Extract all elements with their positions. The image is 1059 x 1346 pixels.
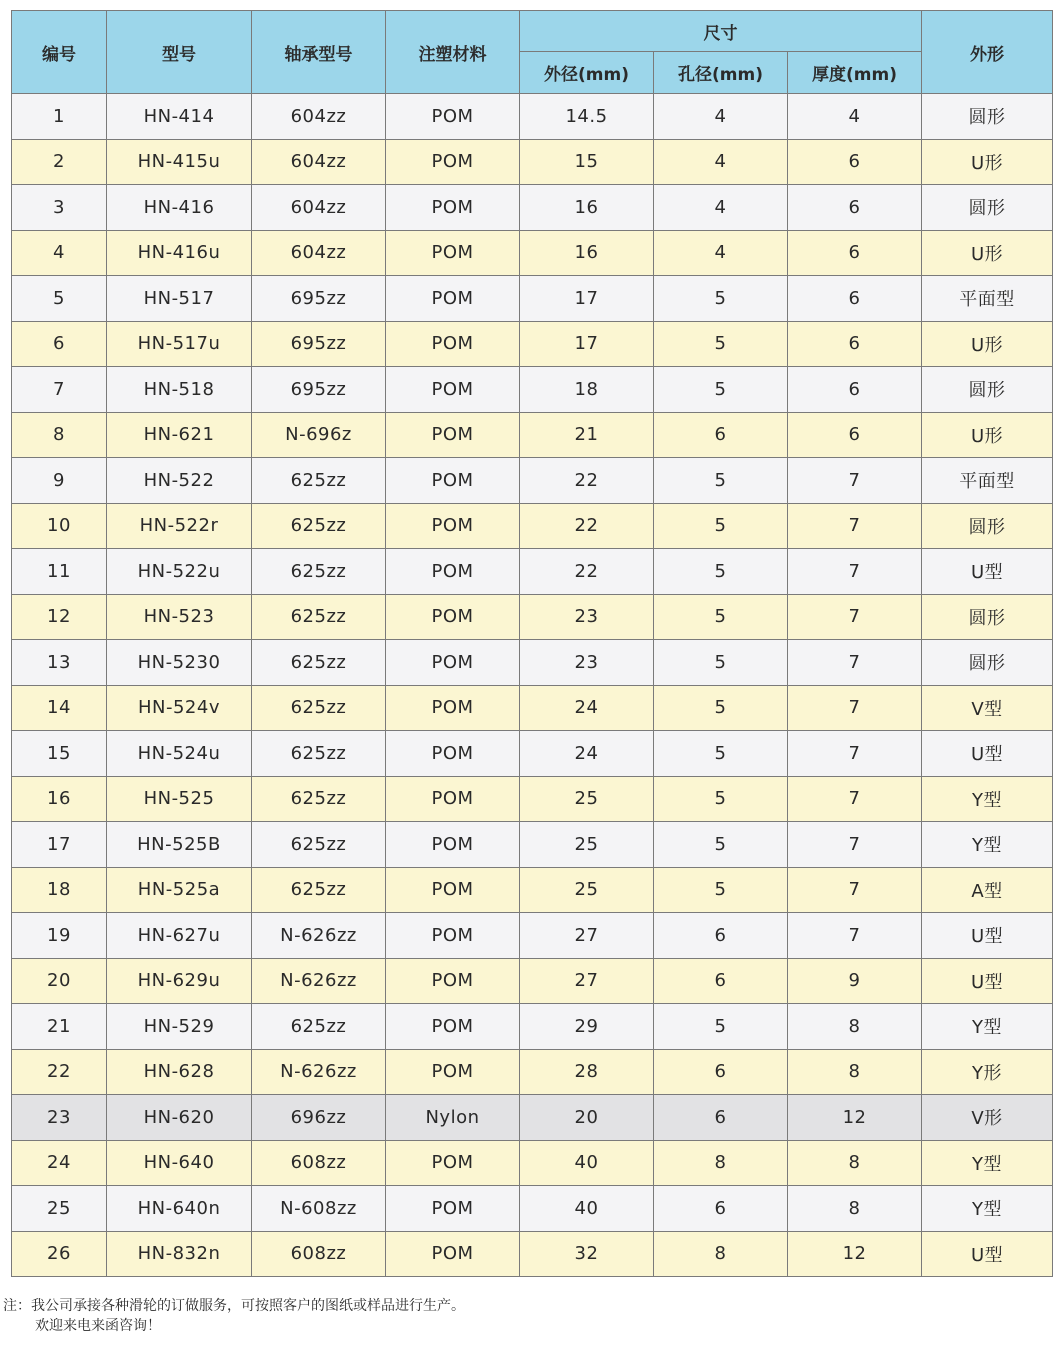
cell-thickness: 7 <box>788 685 922 731</box>
cell-material: POM <box>386 640 520 686</box>
cell-no: 4 <box>12 230 107 276</box>
cell-bore: 4 <box>654 185 788 231</box>
cell-od: 24 <box>520 685 654 731</box>
cell-model: HN-5230 <box>107 640 252 686</box>
cell-od: 16 <box>520 230 654 276</box>
cell-bearing: 695zz <box>252 321 386 367</box>
table-row <box>12 185 1053 231</box>
cell-material: POM <box>386 549 520 595</box>
cell-bearing: 625zz <box>252 867 386 913</box>
cell-od: 27 <box>520 913 654 959</box>
header-model: 型号 <box>107 11 252 94</box>
table-row <box>12 1004 1053 1050</box>
table-row <box>12 776 1053 822</box>
table-row <box>12 503 1053 549</box>
cell-od: 23 <box>520 594 654 640</box>
cell-shape: A型 <box>922 867 1053 913</box>
table-row <box>12 822 1053 868</box>
cell-shape: U形 <box>922 321 1053 367</box>
cell-model: HN-416 <box>107 185 252 231</box>
cell-thickness: 8 <box>788 1186 922 1232</box>
cell-shape: Y型 <box>922 1140 1053 1186</box>
cell-shape: U型 <box>922 913 1053 959</box>
cell-shape: U型 <box>922 549 1053 595</box>
cell-thickness: 4 <box>788 94 922 140</box>
header-material: 注塑材料 <box>386 11 520 94</box>
header-thickness: 厚度(mm) <box>788 52 922 94</box>
pulley-spec-table <box>11 10 1053 1277</box>
cell-material: POM <box>386 139 520 185</box>
cell-bearing: 625zz <box>252 822 386 868</box>
cell-od: 24 <box>520 731 654 777</box>
cell-shape: 平面型 <box>922 276 1053 322</box>
cell-od: 14.5 <box>520 94 654 140</box>
cell-bore: 5 <box>654 503 788 549</box>
cell-shape: 圆形 <box>922 503 1053 549</box>
cell-material: POM <box>386 1049 520 1095</box>
cell-bearing: 625zz <box>252 640 386 686</box>
cell-model: HN-524v <box>107 685 252 731</box>
cell-od: 29 <box>520 1004 654 1050</box>
cell-bore: 5 <box>654 685 788 731</box>
cell-thickness: 6 <box>788 367 922 413</box>
cell-material: POM <box>386 1186 520 1232</box>
table-row <box>12 867 1053 913</box>
cell-od: 25 <box>520 776 654 822</box>
table-row <box>12 367 1053 413</box>
cell-shape: U型 <box>922 958 1053 1004</box>
cell-od: 18 <box>520 367 654 413</box>
cell-material: POM <box>386 94 520 140</box>
cell-no: 23 <box>12 1095 107 1141</box>
cell-bore: 5 <box>654 731 788 777</box>
cell-bearing: 625zz <box>252 685 386 731</box>
cell-no: 22 <box>12 1049 107 1095</box>
cell-model: HN-522u <box>107 549 252 595</box>
cell-model: HN-529 <box>107 1004 252 1050</box>
header-bore: 孔径(mm) <box>654 52 788 94</box>
cell-thickness: 6 <box>788 139 922 185</box>
cell-thickness: 7 <box>788 549 922 595</box>
cell-od: 25 <box>520 822 654 868</box>
cell-bearing: 695zz <box>252 367 386 413</box>
table-row <box>12 549 1053 595</box>
cell-bore: 6 <box>654 1186 788 1232</box>
table-row <box>12 139 1053 185</box>
table-row <box>12 1049 1053 1095</box>
cell-no: 19 <box>12 913 107 959</box>
cell-no: 15 <box>12 731 107 777</box>
cell-material: POM <box>386 776 520 822</box>
cell-bore: 6 <box>654 1049 788 1095</box>
cell-shape: 圆形 <box>922 185 1053 231</box>
cell-shape: V型 <box>922 685 1053 731</box>
cell-material: POM <box>386 913 520 959</box>
cell-material: POM <box>386 230 520 276</box>
cell-material: Nylon <box>386 1095 520 1141</box>
cell-shape: 圆形 <box>922 94 1053 140</box>
cell-thickness: 7 <box>788 458 922 504</box>
cell-model: HN-416u <box>107 230 252 276</box>
cell-no: 12 <box>12 594 107 640</box>
cell-model: HN-522r <box>107 503 252 549</box>
cell-shape: 圆形 <box>922 594 1053 640</box>
cell-od: 15 <box>520 139 654 185</box>
cell-model: HN-621 <box>107 412 252 458</box>
cell-od: 21 <box>520 412 654 458</box>
cell-bearing: 604zz <box>252 139 386 185</box>
cell-no: 25 <box>12 1186 107 1232</box>
cell-bore: 5 <box>654 1004 788 1050</box>
table-row <box>12 913 1053 959</box>
cell-shape: U型 <box>922 1231 1053 1277</box>
cell-model: HN-628 <box>107 1049 252 1095</box>
table-row <box>12 1231 1053 1277</box>
cell-no: 13 <box>12 640 107 686</box>
cell-no: 14 <box>12 685 107 731</box>
cell-model: HN-640n <box>107 1186 252 1232</box>
table-row <box>12 958 1053 1004</box>
header-bearing: 轴承型号 <box>252 11 386 94</box>
cell-model: HN-640 <box>107 1140 252 1186</box>
cell-bearing: 625zz <box>252 594 386 640</box>
cell-thickness: 6 <box>788 321 922 367</box>
cell-bearing: N-626zz <box>252 913 386 959</box>
cell-shape: U形 <box>922 412 1053 458</box>
cell-od: 16 <box>520 185 654 231</box>
cell-material: POM <box>386 822 520 868</box>
cell-bearing: 604zz <box>252 94 386 140</box>
cell-bore: 8 <box>654 1140 788 1186</box>
cell-od: 27 <box>520 958 654 1004</box>
footer-note <box>3 1296 465 1336</box>
cell-bore: 5 <box>654 776 788 822</box>
cell-bore: 5 <box>654 549 788 595</box>
cell-thickness: 6 <box>788 230 922 276</box>
cell-thickness: 12 <box>788 1095 922 1141</box>
cell-model: HN-832n <box>107 1231 252 1277</box>
cell-bearing: 604zz <box>252 185 386 231</box>
cell-shape: Y型 <box>922 776 1053 822</box>
cell-model: HN-517u <box>107 321 252 367</box>
cell-no: 7 <box>12 367 107 413</box>
cell-thickness: 7 <box>788 503 922 549</box>
cell-material: POM <box>386 1231 520 1277</box>
cell-bore: 5 <box>654 640 788 686</box>
cell-material: POM <box>386 594 520 640</box>
cell-shape: 平面型 <box>922 458 1053 504</box>
cell-no: 17 <box>12 822 107 868</box>
cell-bearing: 625zz <box>252 458 386 504</box>
cell-model: HN-629u <box>107 958 252 1004</box>
cell-material: POM <box>386 458 520 504</box>
cell-thickness: 12 <box>788 1231 922 1277</box>
cell-shape: Y形 <box>922 1049 1053 1095</box>
cell-bearing: 625zz <box>252 731 386 777</box>
cell-thickness: 7 <box>788 640 922 686</box>
table-row <box>12 230 1053 276</box>
cell-model: HN-517 <box>107 276 252 322</box>
cell-bore: 4 <box>654 230 788 276</box>
cell-material: POM <box>386 321 520 367</box>
cell-shape: U形 <box>922 230 1053 276</box>
table-row <box>12 321 1053 367</box>
cell-shape: 圆形 <box>922 367 1053 413</box>
cell-no: 1 <box>12 94 107 140</box>
note-line-2: 欢迎来电来函咨询！ <box>35 1318 161 1334</box>
cell-material: POM <box>386 1004 520 1050</box>
table-header <box>12 11 1053 94</box>
table-row <box>12 458 1053 504</box>
cell-bore: 4 <box>654 94 788 140</box>
cell-material: POM <box>386 685 520 731</box>
cell-material: POM <box>386 1140 520 1186</box>
cell-no: 5 <box>12 276 107 322</box>
cell-shape: 圆形 <box>922 640 1053 686</box>
cell-bore: 5 <box>654 594 788 640</box>
table-body <box>12 94 1053 1277</box>
cell-material: POM <box>386 958 520 1004</box>
cell-no: 20 <box>12 958 107 1004</box>
header-od: 外径(mm) <box>520 52 654 94</box>
cell-material: POM <box>386 367 520 413</box>
cell-bearing: N-626zz <box>252 1049 386 1095</box>
cell-bore: 5 <box>654 321 788 367</box>
cell-shape: Y型 <box>922 1004 1053 1050</box>
cell-bearing: 696zz <box>252 1095 386 1141</box>
cell-od: 17 <box>520 321 654 367</box>
cell-model: HN-525a <box>107 867 252 913</box>
cell-model: HN-522 <box>107 458 252 504</box>
note-line-1: 注：我公司承接各种滑轮的订做服务，可按照客户的图纸或样品进行生产。 <box>3 1298 465 1314</box>
cell-od: 32 <box>520 1231 654 1277</box>
cell-bearing: 604zz <box>252 230 386 276</box>
cell-od: 20 <box>520 1095 654 1141</box>
cell-no: 6 <box>12 321 107 367</box>
cell-material: POM <box>386 731 520 777</box>
table-row <box>12 94 1053 140</box>
cell-no: 2 <box>12 139 107 185</box>
table-row <box>12 1186 1053 1232</box>
cell-no: 24 <box>12 1140 107 1186</box>
table-row <box>12 731 1053 777</box>
cell-model: HN-414 <box>107 94 252 140</box>
cell-material: POM <box>386 276 520 322</box>
table-row <box>12 640 1053 686</box>
cell-bearing: N-696z <box>252 412 386 458</box>
cell-material: POM <box>386 185 520 231</box>
cell-thickness: 7 <box>788 731 922 777</box>
cell-shape: Y型 <box>922 822 1053 868</box>
cell-model: HN-627u <box>107 913 252 959</box>
cell-od: 25 <box>520 867 654 913</box>
cell-bore: 5 <box>654 822 788 868</box>
cell-shape: U型 <box>922 731 1053 777</box>
cell-no: 11 <box>12 549 107 595</box>
cell-no: 8 <box>12 412 107 458</box>
cell-bearing: N-626zz <box>252 958 386 1004</box>
header-shape: 外形 <box>922 11 1053 94</box>
cell-shape: U形 <box>922 139 1053 185</box>
cell-bore: 8 <box>654 1231 788 1277</box>
cell-bore: 6 <box>654 412 788 458</box>
table-row <box>12 1140 1053 1186</box>
cell-bearing: 625zz <box>252 549 386 595</box>
cell-model: HN-525B <box>107 822 252 868</box>
cell-thickness: 7 <box>788 822 922 868</box>
cell-bearing: 625zz <box>252 776 386 822</box>
cell-model: HN-518 <box>107 367 252 413</box>
cell-model: HN-620 <box>107 1095 252 1141</box>
cell-no: 3 <box>12 185 107 231</box>
cell-shape: Y型 <box>922 1186 1053 1232</box>
cell-thickness: 6 <box>788 412 922 458</box>
cell-thickness: 7 <box>788 594 922 640</box>
cell-bore: 5 <box>654 367 788 413</box>
cell-material: POM <box>386 503 520 549</box>
cell-od: 17 <box>520 276 654 322</box>
header-no: 编号 <box>12 11 107 94</box>
table-row <box>12 276 1053 322</box>
cell-thickness: 8 <box>788 1049 922 1095</box>
cell-bore: 4 <box>654 139 788 185</box>
cell-od: 40 <box>520 1140 654 1186</box>
cell-bearing: 625zz <box>252 503 386 549</box>
cell-od: 22 <box>520 503 654 549</box>
cell-no: 18 <box>12 867 107 913</box>
cell-bore: 5 <box>654 458 788 504</box>
cell-bearing: 608zz <box>252 1140 386 1186</box>
cell-model: HN-524u <box>107 731 252 777</box>
cell-no: 9 <box>12 458 107 504</box>
cell-od: 23 <box>520 640 654 686</box>
cell-thickness: 6 <box>788 276 922 322</box>
cell-bore: 6 <box>654 1095 788 1141</box>
cell-bearing: 608zz <box>252 1231 386 1277</box>
cell-od: 28 <box>520 1049 654 1095</box>
cell-no: 26 <box>12 1231 107 1277</box>
cell-od: 40 <box>520 1186 654 1232</box>
cell-model: HN-523 <box>107 594 252 640</box>
cell-bore: 5 <box>654 276 788 322</box>
table-row <box>12 1095 1053 1141</box>
cell-no: 10 <box>12 503 107 549</box>
cell-thickness: 7 <box>788 867 922 913</box>
cell-model: HN-525 <box>107 776 252 822</box>
cell-thickness: 9 <box>788 958 922 1004</box>
cell-bore: 6 <box>654 958 788 1004</box>
table-row <box>12 594 1053 640</box>
cell-thickness: 8 <box>788 1140 922 1186</box>
header-size: 尺寸 <box>520 11 922 52</box>
cell-no: 21 <box>12 1004 107 1050</box>
cell-no: 16 <box>12 776 107 822</box>
cell-material: POM <box>386 412 520 458</box>
cell-thickness: 8 <box>788 1004 922 1050</box>
cell-bearing: 695zz <box>252 276 386 322</box>
cell-bearing: N-608zz <box>252 1186 386 1232</box>
cell-thickness: 7 <box>788 776 922 822</box>
cell-bearing: 625zz <box>252 1004 386 1050</box>
cell-thickness: 6 <box>788 185 922 231</box>
table-row <box>12 412 1053 458</box>
cell-bore: 5 <box>654 867 788 913</box>
cell-bore: 6 <box>654 913 788 959</box>
cell-shape: V形 <box>922 1095 1053 1141</box>
cell-od: 22 <box>520 549 654 595</box>
cell-od: 22 <box>520 458 654 504</box>
cell-material: POM <box>386 867 520 913</box>
table-row <box>12 685 1053 731</box>
cell-thickness: 7 <box>788 913 922 959</box>
cell-model: HN-415u <box>107 139 252 185</box>
